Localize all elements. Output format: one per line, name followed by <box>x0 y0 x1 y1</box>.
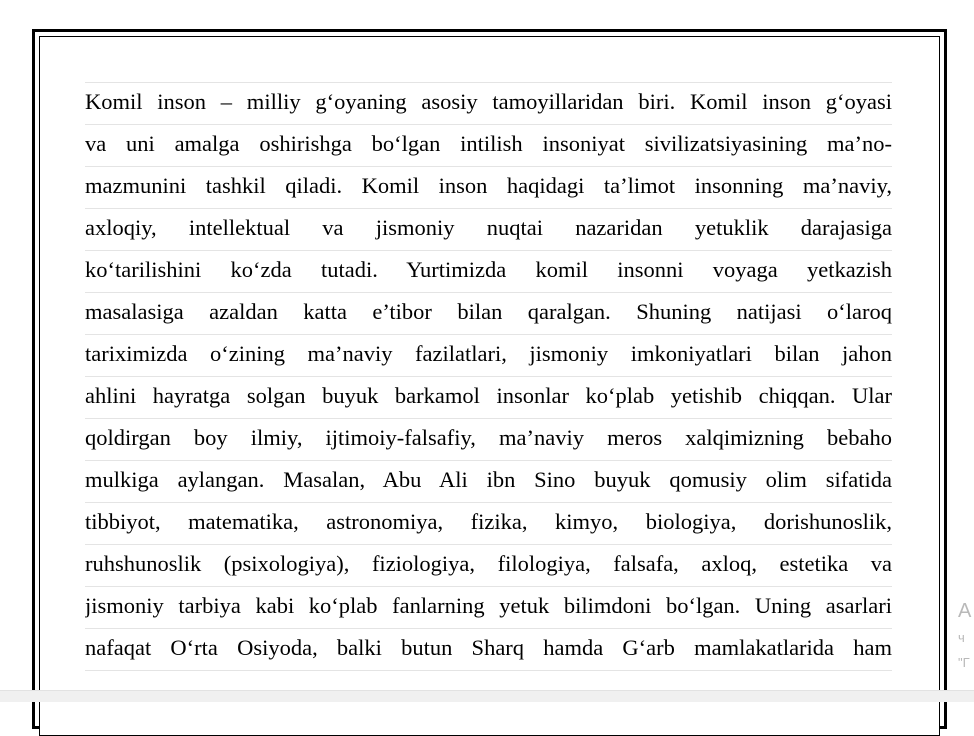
text-line: jismoniy tarbiya kabi ko‘plab fanlarning yetuk bilimdoni bo‘lgan. Uning asarlari <box>85 586 892 629</box>
text-line: Komil inson – milliy g‘oyaning asosiy tamoyillaridan biri. Komil inson g‘oyasi <box>85 82 892 125</box>
text-line: ruhshunoslik (psixologiya), fiziologiya, filologiya, falsafa, axloq, estetika va <box>85 544 892 587</box>
text-line: va uni amalga oshirishga bo‘lgan intilish insoniyat sivilizatsiyasining ma’no- <box>85 124 892 167</box>
text-line: masalasiga azaldan katta e’tibor bilan qaralgan. Shuning natijasi o‘laroq <box>85 292 892 335</box>
side-panel-text: ч <box>958 630 965 645</box>
text-line: ahlini hayratga solgan buyuk barkamol insonlar ko‘plab yetishib chiqqan. Ular <box>85 376 892 419</box>
side-panel-letter: A <box>958 600 972 622</box>
text-line: tibbiyot, matematika, astronomiya, fizika, kimyo, biologiya, dorishunoslik, <box>85 502 892 545</box>
text-line: qoldirgan boy ilmiy, ijtimoiy-falsafiy, ma’naviy meros xalqimizning bebaho <box>85 418 892 461</box>
text-line: nafaqat O‘rta Osiyoda, balki butun Sharq hamda G‘arb mamlakatlarida ham <box>85 628 892 671</box>
text-line: ko‘tarilishini ko‘zda tutadi. Yurtimizda komil insonni voyaga yetkazish <box>85 250 892 293</box>
text-line: tariximizda o‘zining ma’naviy fazilatlari, jismoniy imkoniyatlari bilan jahon <box>85 334 892 377</box>
text-line: mulkiga aylangan. Masalan, Abu Ali ibn Sino buyuk qomusiy olim sifatida <box>85 460 892 503</box>
text-line: mazmunini tashkil qiladi. Komil inson haqidagi ta’limot insonning ma’naviy, <box>85 166 892 209</box>
horizontal-scrollbar[interactable] <box>0 690 974 702</box>
document-text-body <box>85 82 892 670</box>
text-line: axloqiy, intellektual va jismoniy nuqtai nazaridan yetuklik darajasiga <box>85 208 892 251</box>
side-panel-text: "Г <box>958 655 970 670</box>
